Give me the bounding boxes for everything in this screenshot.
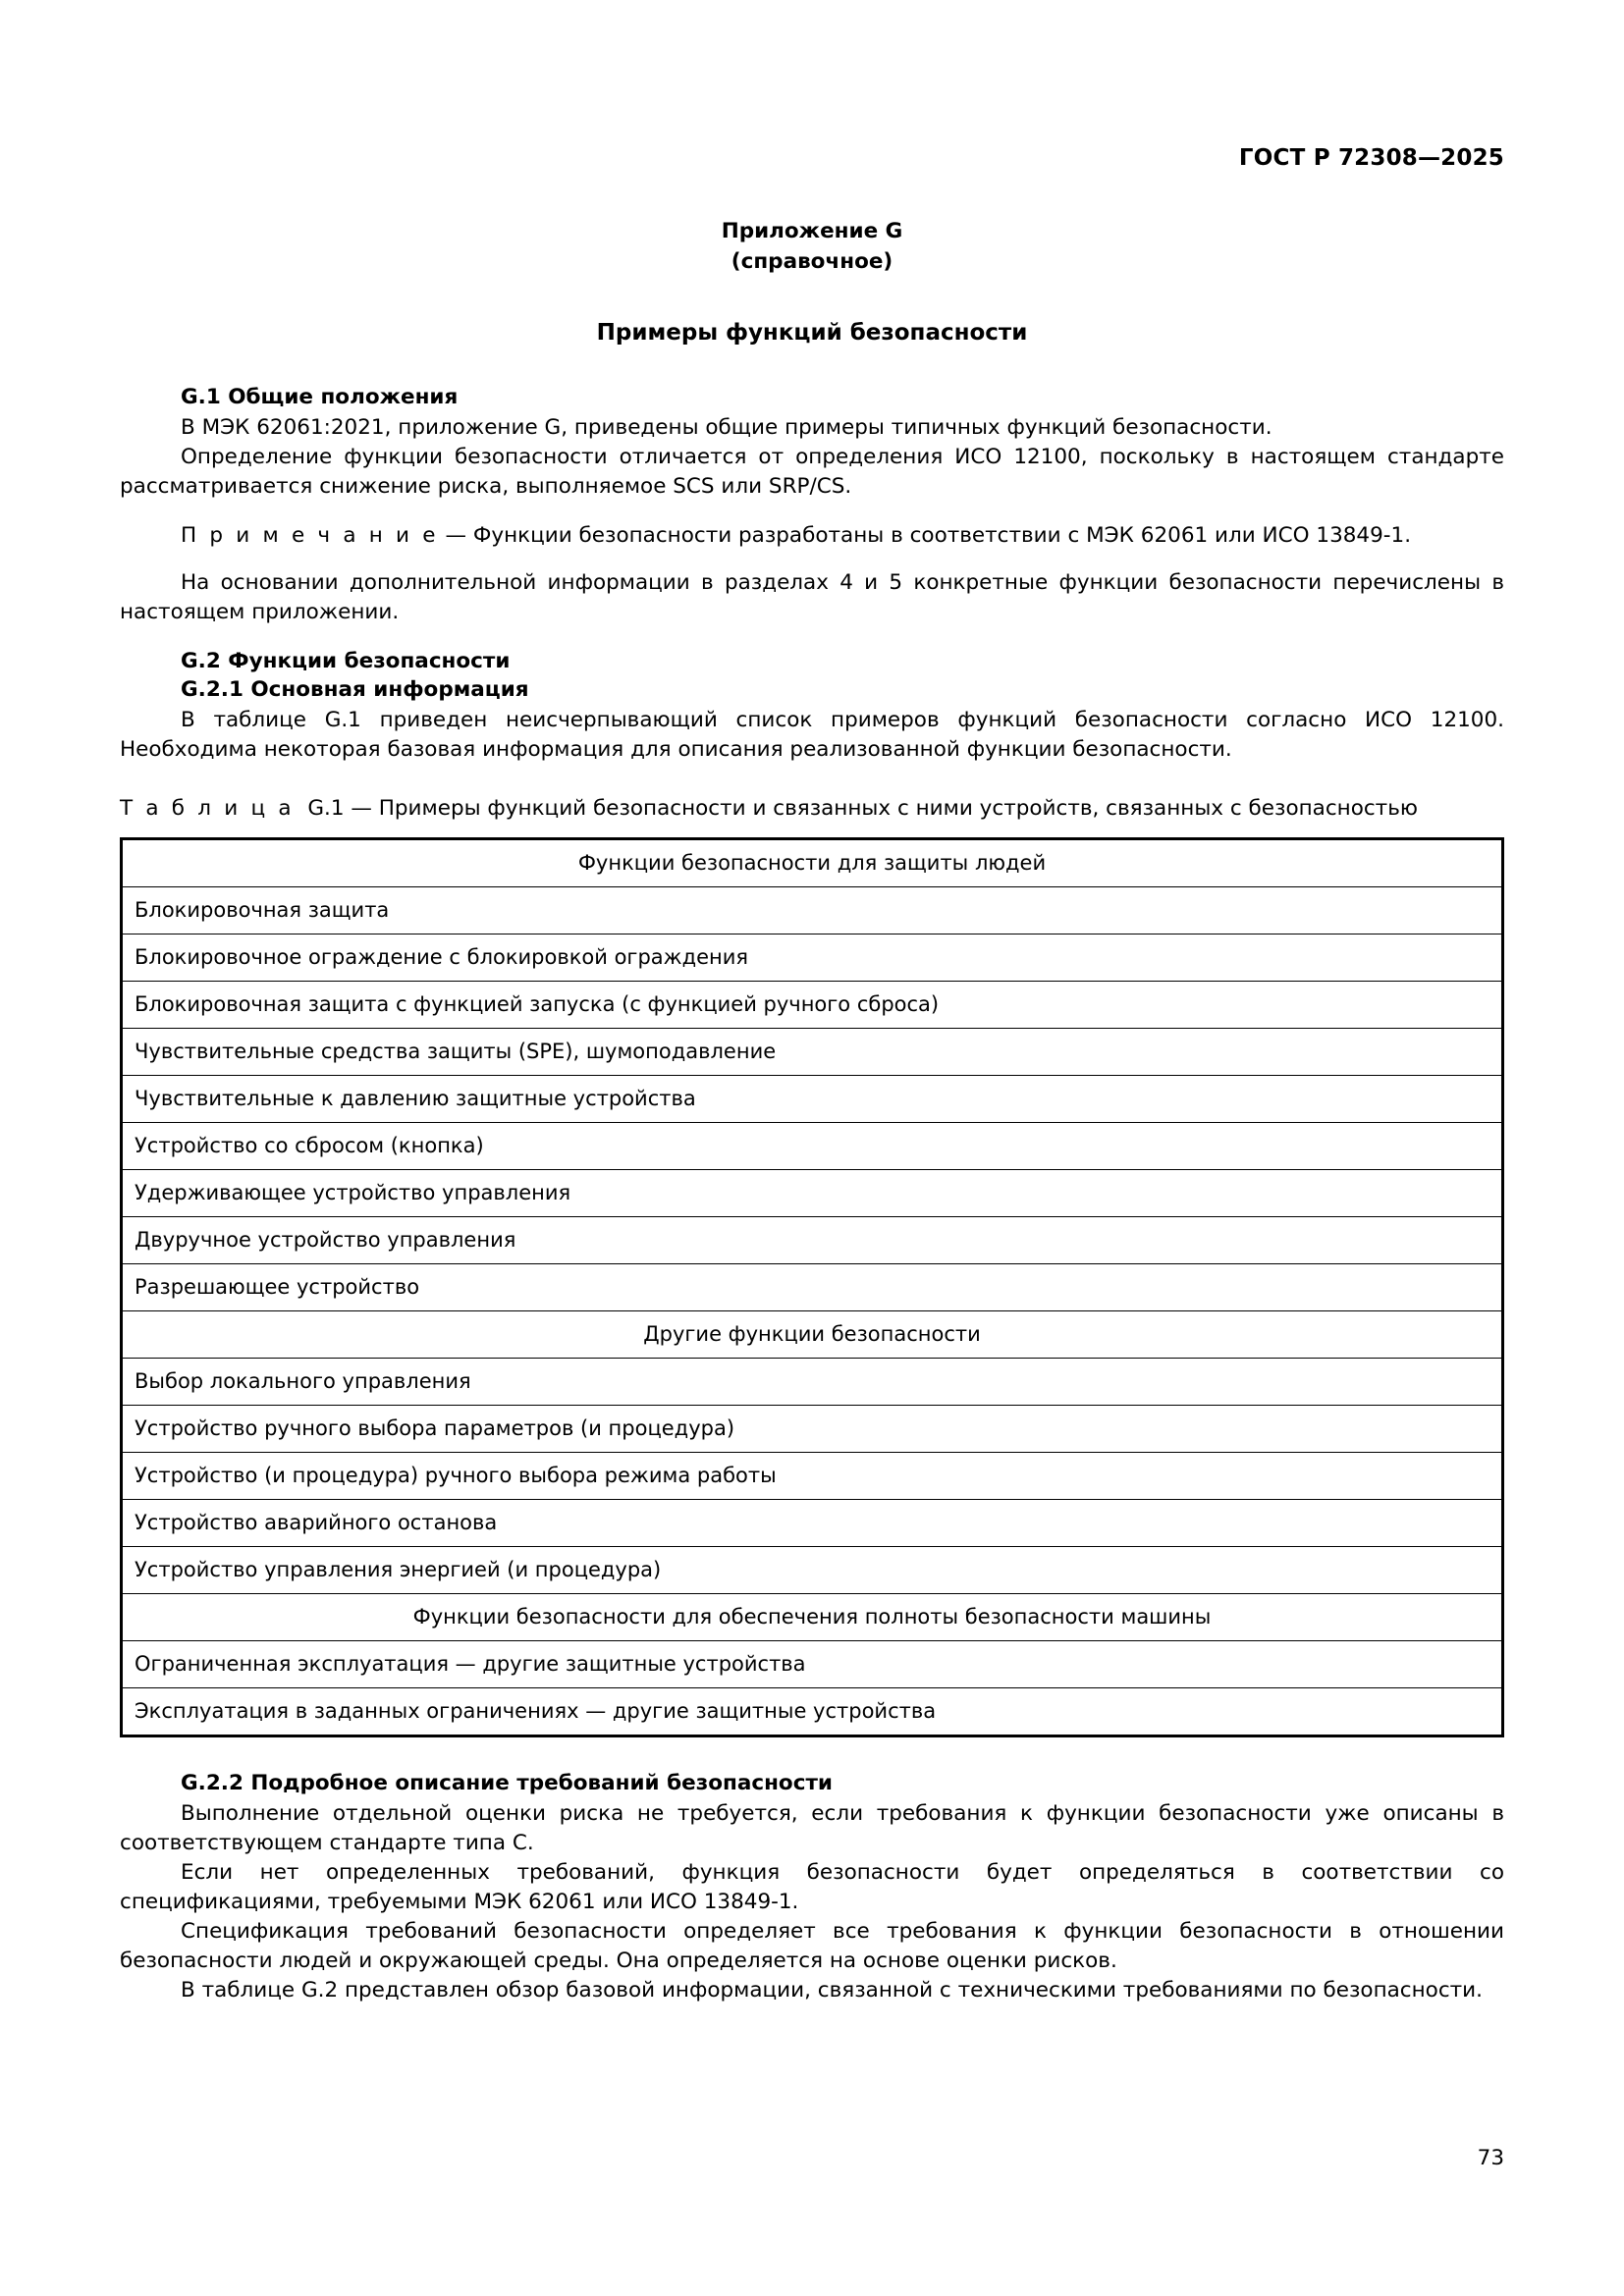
annex-subtitle: (справочное) bbox=[731, 249, 893, 274]
table-cell-safety-function: Устройство аварийного останова bbox=[123, 1500, 1502, 1547]
table-row bbox=[123, 887, 1502, 934]
table-row bbox=[123, 1076, 1502, 1123]
table-cell-safety-function: Эксплуатация в заданных ограничениях — другие защитные устройства bbox=[123, 1688, 1502, 1735]
table-row bbox=[123, 1641, 1502, 1688]
page-content bbox=[120, 216, 1504, 2005]
table-row bbox=[123, 1264, 1502, 1311]
table-row bbox=[123, 1547, 1502, 1594]
table-row bbox=[123, 1311, 1502, 1359]
paragraph-g1-3: На основании дополнительной информации в разделах 4 и 5 конкретные функции безопасности перечислены в настоящем приложении. bbox=[120, 570, 1504, 624]
annex-document-title: Примеры функций безопасности bbox=[596, 320, 1028, 346]
table-cell-safety-function: Чувствительные к давлению защитные устройства bbox=[123, 1076, 1502, 1123]
table-cell-safety-function: Устройство со сбросом (кнопка) bbox=[123, 1123, 1502, 1170]
annex-title: Приложение G bbox=[721, 219, 903, 243]
table-cell-safety-function: Устройство ручного выбора параметров (и процедура) bbox=[123, 1406, 1502, 1453]
table-cell-safety-function: Блокировочная защита с функцией запуска (с функцией ручного сброса) bbox=[123, 982, 1502, 1029]
heading-g2-1: G.2.1 Основная информация bbox=[181, 677, 529, 702]
paragraph-g22-4: В таблице G.2 представлен обзор базовой информации, связанной с техническими требованиями по безопасности. bbox=[181, 1978, 1483, 2002]
table-cell-safety-function: Устройство (и процедура) ручного выбора режима работы bbox=[123, 1453, 1502, 1500]
table-cell-safety-function: Блокировочная защита bbox=[123, 887, 1502, 934]
paragraph-g22-2: Если нет определенных требований, функция безопасности будет определяться в соответствии со спецификациями, требуемыми МЭК 62061 или ИСО 13849-1. bbox=[120, 1860, 1504, 1914]
page-number: 73 bbox=[1477, 2146, 1504, 2170]
table-section-header: Функции безопасности для защиты людей bbox=[123, 840, 1502, 887]
table-section-header: Другие функции безопасности bbox=[123, 1311, 1502, 1359]
table-cell-safety-function: Чувствительные средства защиты (SPE), шумоподавление bbox=[123, 1029, 1502, 1076]
table-cell-safety-function: Разрешающее устройство bbox=[123, 1264, 1502, 1311]
safety-functions-table bbox=[122, 839, 1502, 1735]
paragraph-g1-2: Определение функции безопасности отличается от определения ИСО 12100, поскольку в настоящем стандарте рассматривается снижение риска, выполняемое SCS или SRP/CS. bbox=[120, 445, 1504, 499]
table-caption-text: G.1 — Примеры функций безопасности и связанных с ними устройств, связанных с безопасностью bbox=[307, 796, 1418, 821]
table-cell-safety-function: Двуручное устройство управления bbox=[123, 1217, 1502, 1264]
table-cell-safety-function: Ограниченная эксплуатация — другие защитные устройства bbox=[123, 1641, 1502, 1688]
table-row bbox=[123, 1406, 1502, 1453]
table-row bbox=[123, 1217, 1502, 1264]
table-row bbox=[123, 982, 1502, 1029]
note-label: П р и м е ч а н и е bbox=[181, 523, 439, 548]
paragraph-g1-1: В МЭК 62061:2021, приложение G, приведены общие примеры типичных функций безопасности. bbox=[181, 415, 1272, 440]
table-cell-safety-function: Блокировочное ограждение с блокировкой ограждения bbox=[123, 934, 1502, 982]
table-row bbox=[123, 1123, 1502, 1170]
paragraph-g22-1: Выполнение отдельной оценки риска не требуется, если требования к функции безопасности уже описаны в соответствующем стандарте типа С. bbox=[120, 1801, 1504, 1855]
note-g1 bbox=[120, 521, 1504, 551]
table-row bbox=[123, 840, 1502, 887]
paragraph-g21-1: В таблице G.1 приведен неисчерпывающий список примеров функций безопасности согласно ИСО 12100. Необходима некоторая базовая информация для описания реализованной функции безопасности. bbox=[120, 708, 1504, 762]
table-row bbox=[123, 1594, 1502, 1641]
table-row bbox=[123, 1170, 1502, 1217]
table-row bbox=[123, 1688, 1502, 1735]
table-caption bbox=[120, 794, 1504, 824]
table-row bbox=[123, 1029, 1502, 1076]
heading-g2: G.2 Функции безопасности bbox=[181, 649, 511, 673]
page-header-standard-number: ГОСТ Р 72308—2025 bbox=[1238, 145, 1504, 171]
table-cell-safety-function: Устройство управления энергией (и процедура) bbox=[123, 1547, 1502, 1594]
table-row bbox=[123, 934, 1502, 982]
table-cell-safety-function: Удерживающее устройство управления bbox=[123, 1170, 1502, 1217]
table-caption-label: Т а б л и ц а bbox=[120, 796, 295, 821]
paragraph-g22-3: Спецификация требований безопасности определяет все требования к функции безопасности в отношении безопасности людей и окружающей среды. Она определяется на основе оценки рисков. bbox=[120, 1919, 1504, 1973]
safety-functions-table-wrapper bbox=[120, 837, 1504, 1737]
note-text: — Функции безопасности разработаны в соответствии с МЭК 62061 или ИСО 13849-1. bbox=[438, 523, 1412, 548]
table-cell-safety-function: Выбор локального управления bbox=[123, 1359, 1502, 1406]
heading-g2-2: G.2.2 Подробное описание требований безопасности bbox=[181, 1771, 833, 1795]
table-section-header: Функции безопасности для обеспечения полноты безопасности машины bbox=[123, 1594, 1502, 1641]
table-row bbox=[123, 1500, 1502, 1547]
safety-functions-table-body bbox=[123, 840, 1502, 1735]
table-row bbox=[123, 1453, 1502, 1500]
table-row bbox=[123, 1359, 1502, 1406]
heading-g1: G.1 Общие положения bbox=[181, 385, 459, 409]
